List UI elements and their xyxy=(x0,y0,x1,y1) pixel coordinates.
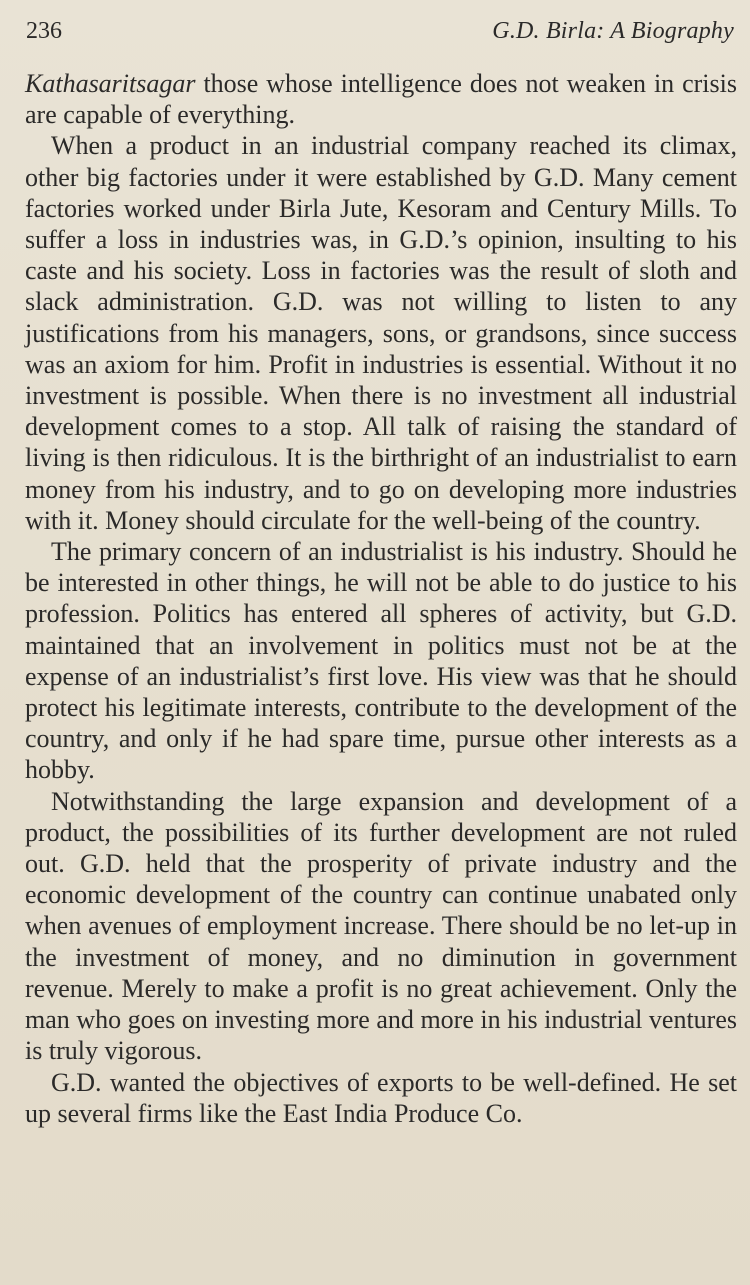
work-title: Kathasaritsagar xyxy=(25,69,196,98)
paragraph-text: those whose intelligence does not weaken in crisis are capable of everything. xyxy=(25,69,737,130)
paragraph-continuation xyxy=(25,68,737,130)
body-text xyxy=(25,68,737,1129)
book-title: G.D. Birla: A Biography xyxy=(492,18,734,44)
running-head xyxy=(26,14,734,48)
paragraph: The primary concern of an industrialist is his industry. Should he be interested in other things, he will not be able to do justice to his profession. Politics has entered all spheres of activity, but G.D. maintained that an involvement in politics must not be at the expense of an industrialist’s first love. His view was that he should protect his legitimate interests, contribute to the development of the country, and only if he had spare time, pursue other interests as a hobby. xyxy=(25,537,737,785)
paragraph: Notwithstanding the large expansion and development of a product, the possibilities of its further development are not ruled out. G.D. held that the prosperity of private industry and the economic development of the country can continue unabated only when avenues of employment increase. There should be no let-up in the investment of money, and no diminution in government revenue. Merely to make a profit is no great achievement. Only the man who goes on investing more and more in his industrial ventures is truly vigorous. xyxy=(25,786,737,1066)
page-number: 236 xyxy=(26,18,62,44)
paragraph: When a product in an industrial company reached its climax, other big factories under it were established by G.D. Many cement factories worked under Birla Jute, Kesoram and Century Mills. To suffer a loss in industries was, in G.D.’s opinion, insulting to his caste and his society. Loss in factories was the result of sloth and slack administration. G.D. was not willing to listen to any justifications from his managers, sons, or grandsons, since success was an axiom for him. Profit in industries is essential. Without it no investment is possible. When there is no investment all industrial development comes to a stop. All talk of raising the standard of living is then ridiculous. It is the birthright of an industrialist to earn money from his industry, and to go on developing more industries with it. Money should circulate for the well-being of the country. xyxy=(25,131,737,535)
paragraph: G.D. wanted the objectives of exports to be well-defined. He set up several firms like the East India Produce Co. xyxy=(25,1067,737,1128)
